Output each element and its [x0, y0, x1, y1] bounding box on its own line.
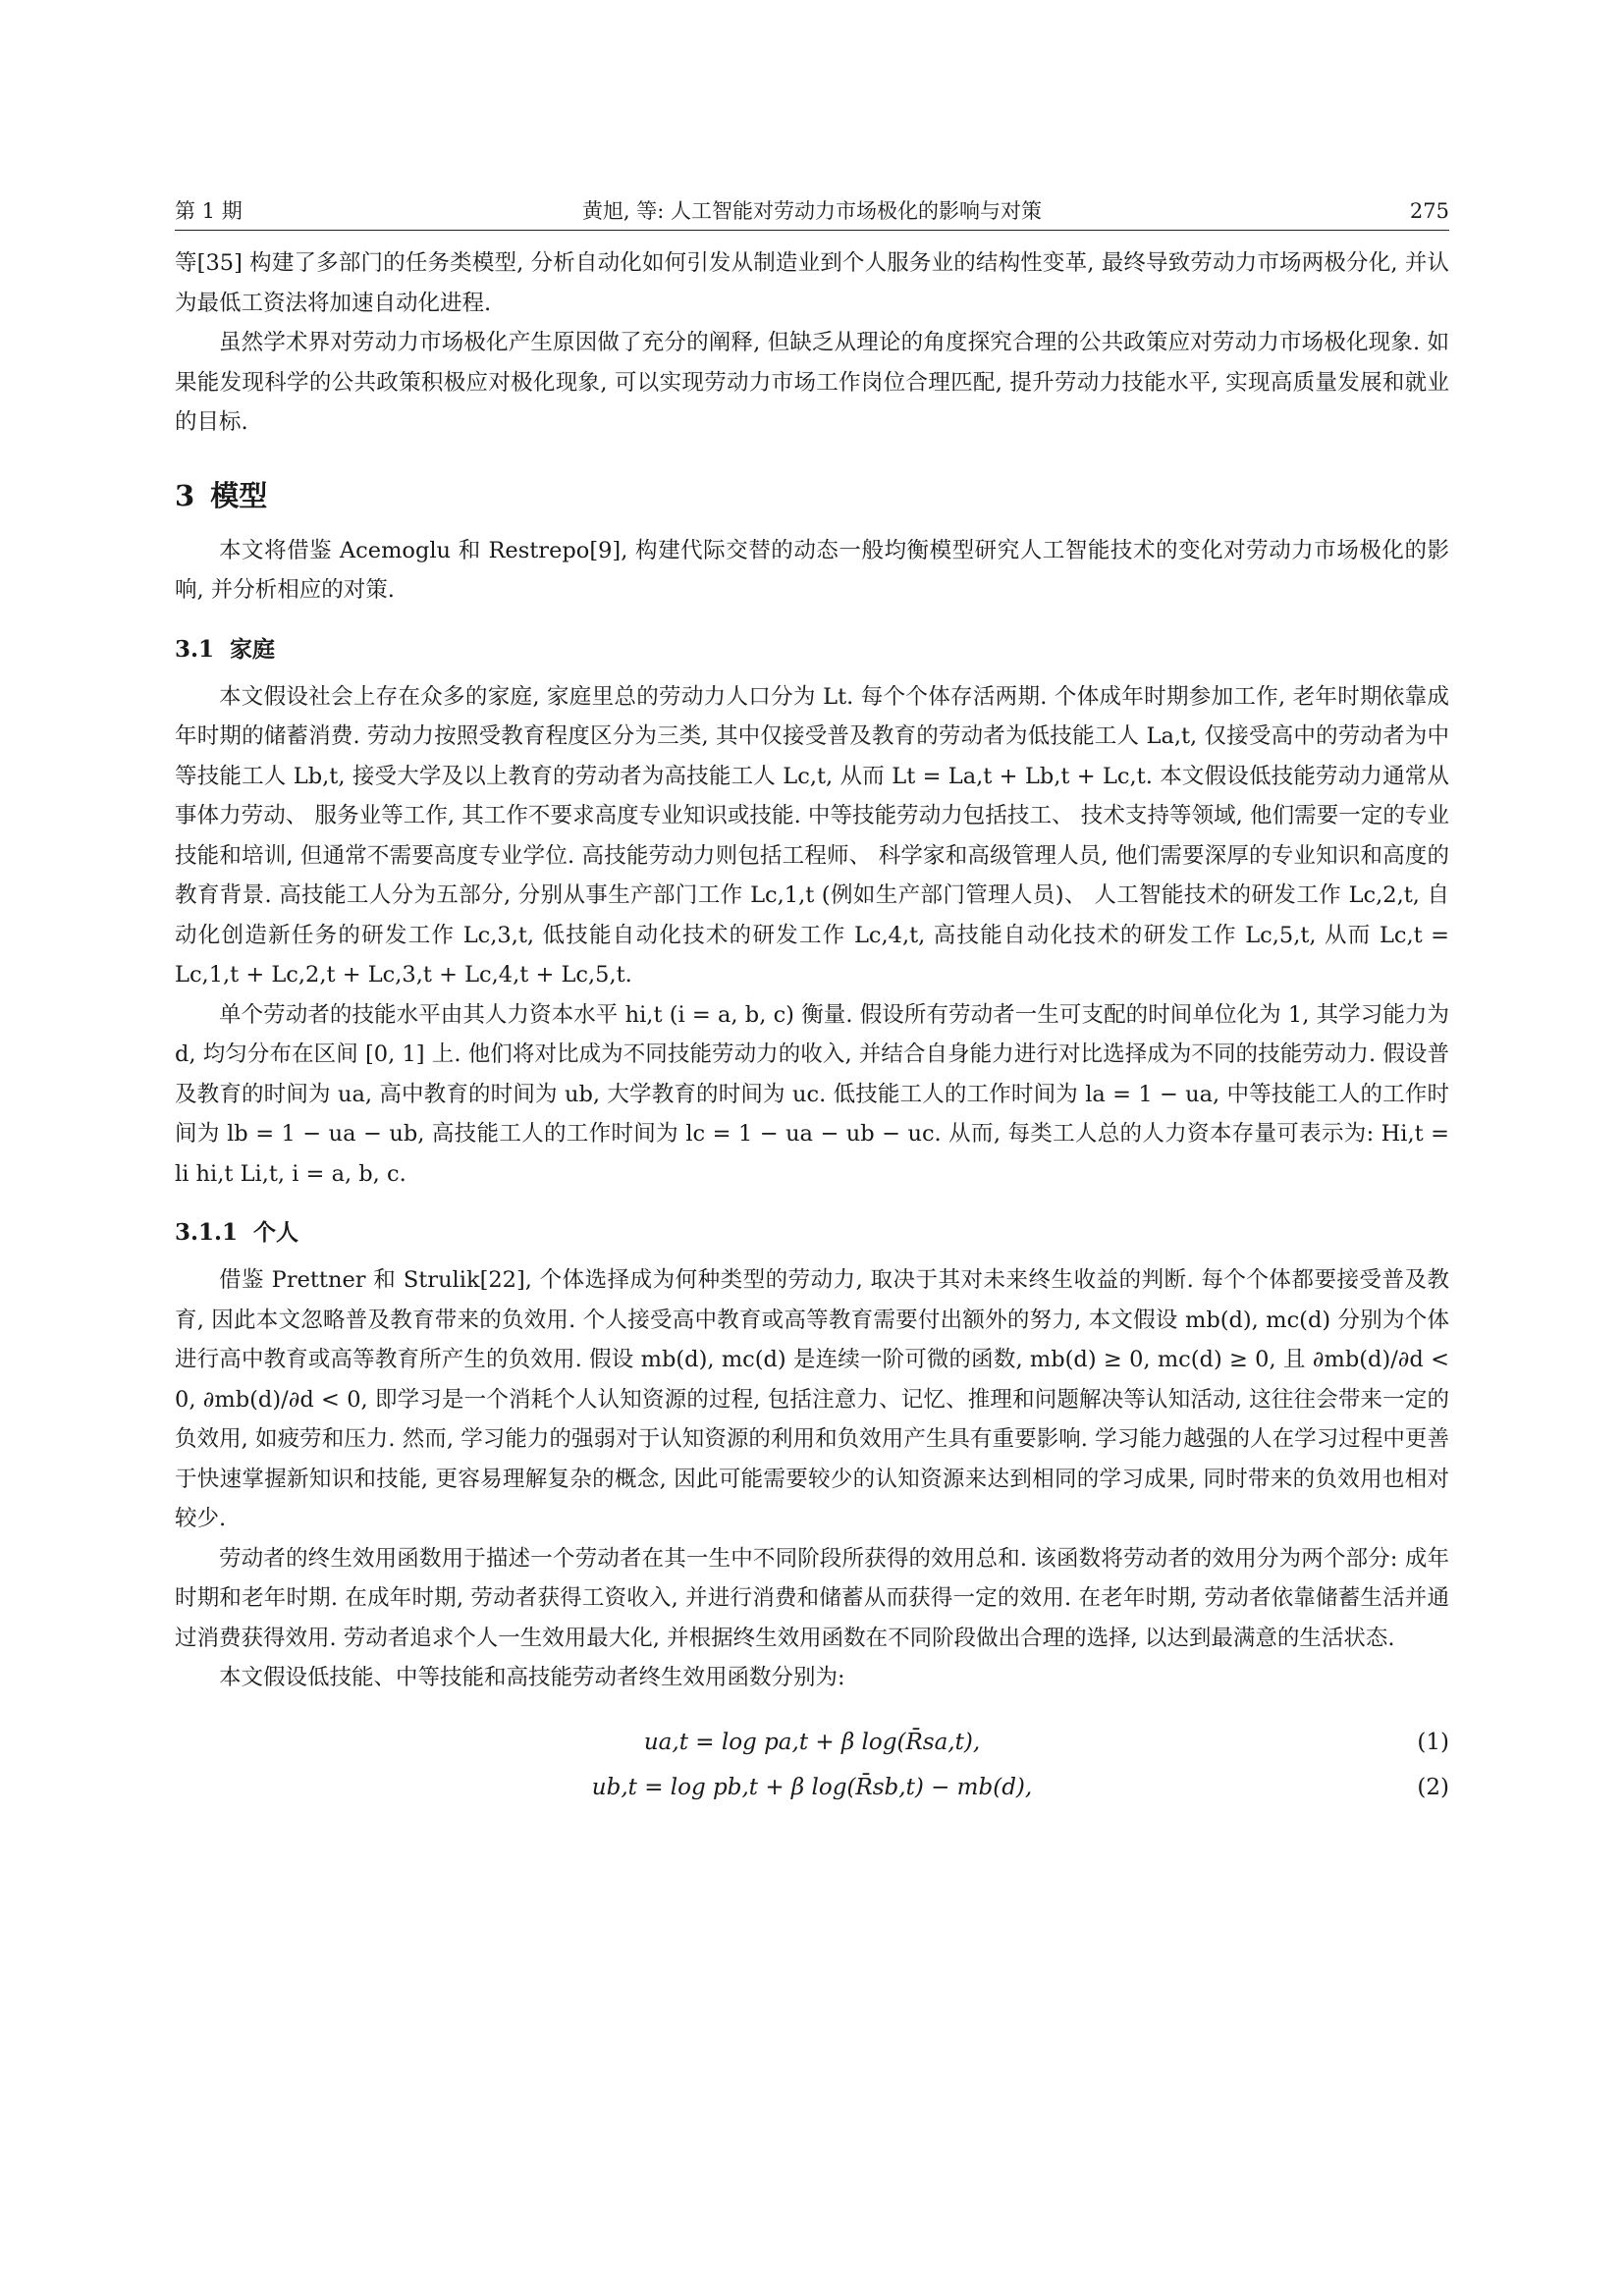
paragraph: 本文假设社会上存在众多的家庭, 家庭里总的劳动力人口分为 Lt. 每个个体存活两期. 个体成年时期参加工作, 老年时期依靠成年时期的储蓄消费. 劳动力按照受教育程度区分为三类, 其中仅接受普及教育的劳动者为低技能工人 La,t, 仅接受高中的劳动者为中等技能工人 Lb,t, 接受大学及以上教育的劳动者为高技能工人 Lc,t, 从而 Lt = La,t + Lb,t + Lc,t. 本文假设低技能劳动力通常从事体力劳动、 服务业等工作, 其工作不要求高度专业知识或技能. 中等技能劳动力包括技工、 技术支持等领域, 他们需要一定的专业技能和培训, 但通常不需要高度专业学位. 高技能劳动力则包括工程师、 科学家和高级管理人员, 他们需要深厚的专业知识和高度的教育背景. 高技能工人分为五部分, 分别从事生产部门工作 Lc,1,t (例如生产部门管理人员)、 人工智能技术的研发工作 Lc,2,t, 自动化创造新任务的研发工作 Lc,3,t, 低技能自动化技术的研发工作 Lc,4,t, 高技能自动化技术的研发工作 Lc,5,t, 从而 Lc,t = Lc,1,t + Lc,2,t + Lc,3,t + Lc,4,t + Lc,5,t.	[175, 683, 1449, 988]
running-title: 黄旭, 等: 人工智能对劳动力市场极化的影响与对策	[581, 199, 1043, 223]
paragraph: 本文假设低技能、中等技能和高技能劳动者终生效用函数分别为:	[219, 1665, 845, 1690]
equation	[175, 1720, 1449, 1765]
running-header	[175, 194, 1449, 228]
subsubsection-title: 个人	[253, 1220, 299, 1246]
subsubsection-number: 3.1.1	[175, 1219, 239, 1246]
subsection-number: 3.1	[175, 635, 215, 663]
paragraph: 单个劳动者的技能水平由其人力资本水平 hi,t (i = a, b, c) 衡量. 假设所有劳动者一生可支配的时间单位化为 1, 其学习能力为 d, 均匀分布在区间 [0, 1] 上. 他们将对比成为不同技能劳动力的收入, 并结合自身能力进行对比选择成为不同的技能劳动力. 假设普及教育的时间为 ua, 高中教育的时间为 ub, 大学教育的时间为 uc. 低技能工人的工作时间为 la = 1 − ua, 中等技能工人的工作时间为 lb = 1 − ua − ub, 高技能工人的工作时间为 lc = 1 − ua − ub − uc. 从而, 每类工人总的人力资本存量可表示为: Hi,t = li hi,t Li,t, i = a, b, c.	[175, 1001, 1449, 1187]
section-number: 3	[175, 478, 195, 512]
page-number: 275	[1409, 199, 1449, 223]
body-text	[175, 243, 1449, 1810]
paragraph: 虽然学术界对劳动力市场极化产生原因做了充分的阐释, 但缺乏从理论的角度探究合理的公共政策应对劳动力市场极化现象. 如果能发现科学的公共政策积极应对极化现象, 可以实现劳动力市场工作岗位合理匹配, 提升劳动力技能水平, 实现高质量发展和就业的目标.	[175, 330, 1449, 435]
header-rule	[175, 230, 1449, 231]
equation-expression: ua,t = log pa,t + β log(R̄sa,t),	[643, 1729, 981, 1755]
paragraph: 本文将借鉴 Acemoglu 和 Restrepo[9], 构建代际交替的动态一般均衡模型研究人工智能技术的变化对劳动力市场极化的影响, 并分析相应的对策.	[175, 537, 1449, 603]
subsection-title: 家庭	[230, 636, 276, 663]
equation-block	[175, 1720, 1449, 1810]
equation-number: (1)	[1417, 1729, 1449, 1755]
subsection-heading	[175, 632, 1449, 667]
paragraph: 劳动者的终生效用函数用于描述一个劳动者在其一生中不同阶段所获得的效用总和. 该函数将劳动者的效用分为两个部分: 成年时期和老年时期. 在成年时期, 劳动者获得工资收入, 并进行消费和储蓄从而获得一定的效用. 在老年时期, 劳动者依靠储蓄生活并通过消费获得效用. 劳动者追求个人一生效用最大化, 并根据终生效用函数在不同阶段做出合理的选择, 以达到最满意的生活状态.	[175, 1545, 1449, 1651]
equation-number: (2)	[1417, 1774, 1449, 1800]
equation-expression: ub,t = log pb,t + β log(R̄sb,t) − mb(d),	[591, 1774, 1033, 1800]
equation	[175, 1765, 1449, 1810]
subsubsection-heading	[175, 1215, 1449, 1251]
section-title: 模型	[210, 478, 268, 512]
paragraph: 等[35] 构建了多部门的任务类模型, 分析自动化如何引发从制造业到个人服务业的结构性变革, 最终导致劳动力市场两极分化, 并认为最低工资法将加速自动化进程.	[175, 250, 1449, 316]
issue-number: 第 1 期	[175, 199, 243, 223]
paragraph: 借鉴 Prettner 和 Strulik[22], 个体选择成为何种类型的劳动力, 取决于其对未来终生收益的判断. 每个个体都要接受普及教育, 因此本文忽略普及教育带来的负效用. 个人接受高中教育或高等教育需要付出额外的努力, 本文假设 mb(d), mc(d) 分别为个体进行高中教育或高等教育所产生的负效用. 假设 mb(d), mc(d) 是连续一阶可微的函数, mb(d) ≥ 0, mc(d) ≥ 0, 且 ∂mb(d)/∂d < 0, ∂mb(d)/∂d < 0, 即学习是一个消耗个人认知资源的过程, 包括注意力、记忆、推理和问题解决等认知活动, 这往往会带来一定的负效用, 如疲劳和压力. 然而, 学习能力的强弱对于认知资源的利用和负效用产生具有重要影响. 学习能力越强的人在学习过程中更善于快速掌握新知识和技能, 更容易理解复杂的概念, 因此可能需要较少的认知资源来达到相同的学习成果, 同时带来的负效用也相对较少.	[175, 1267, 1449, 1531]
section-heading	[175, 476, 1449, 515]
